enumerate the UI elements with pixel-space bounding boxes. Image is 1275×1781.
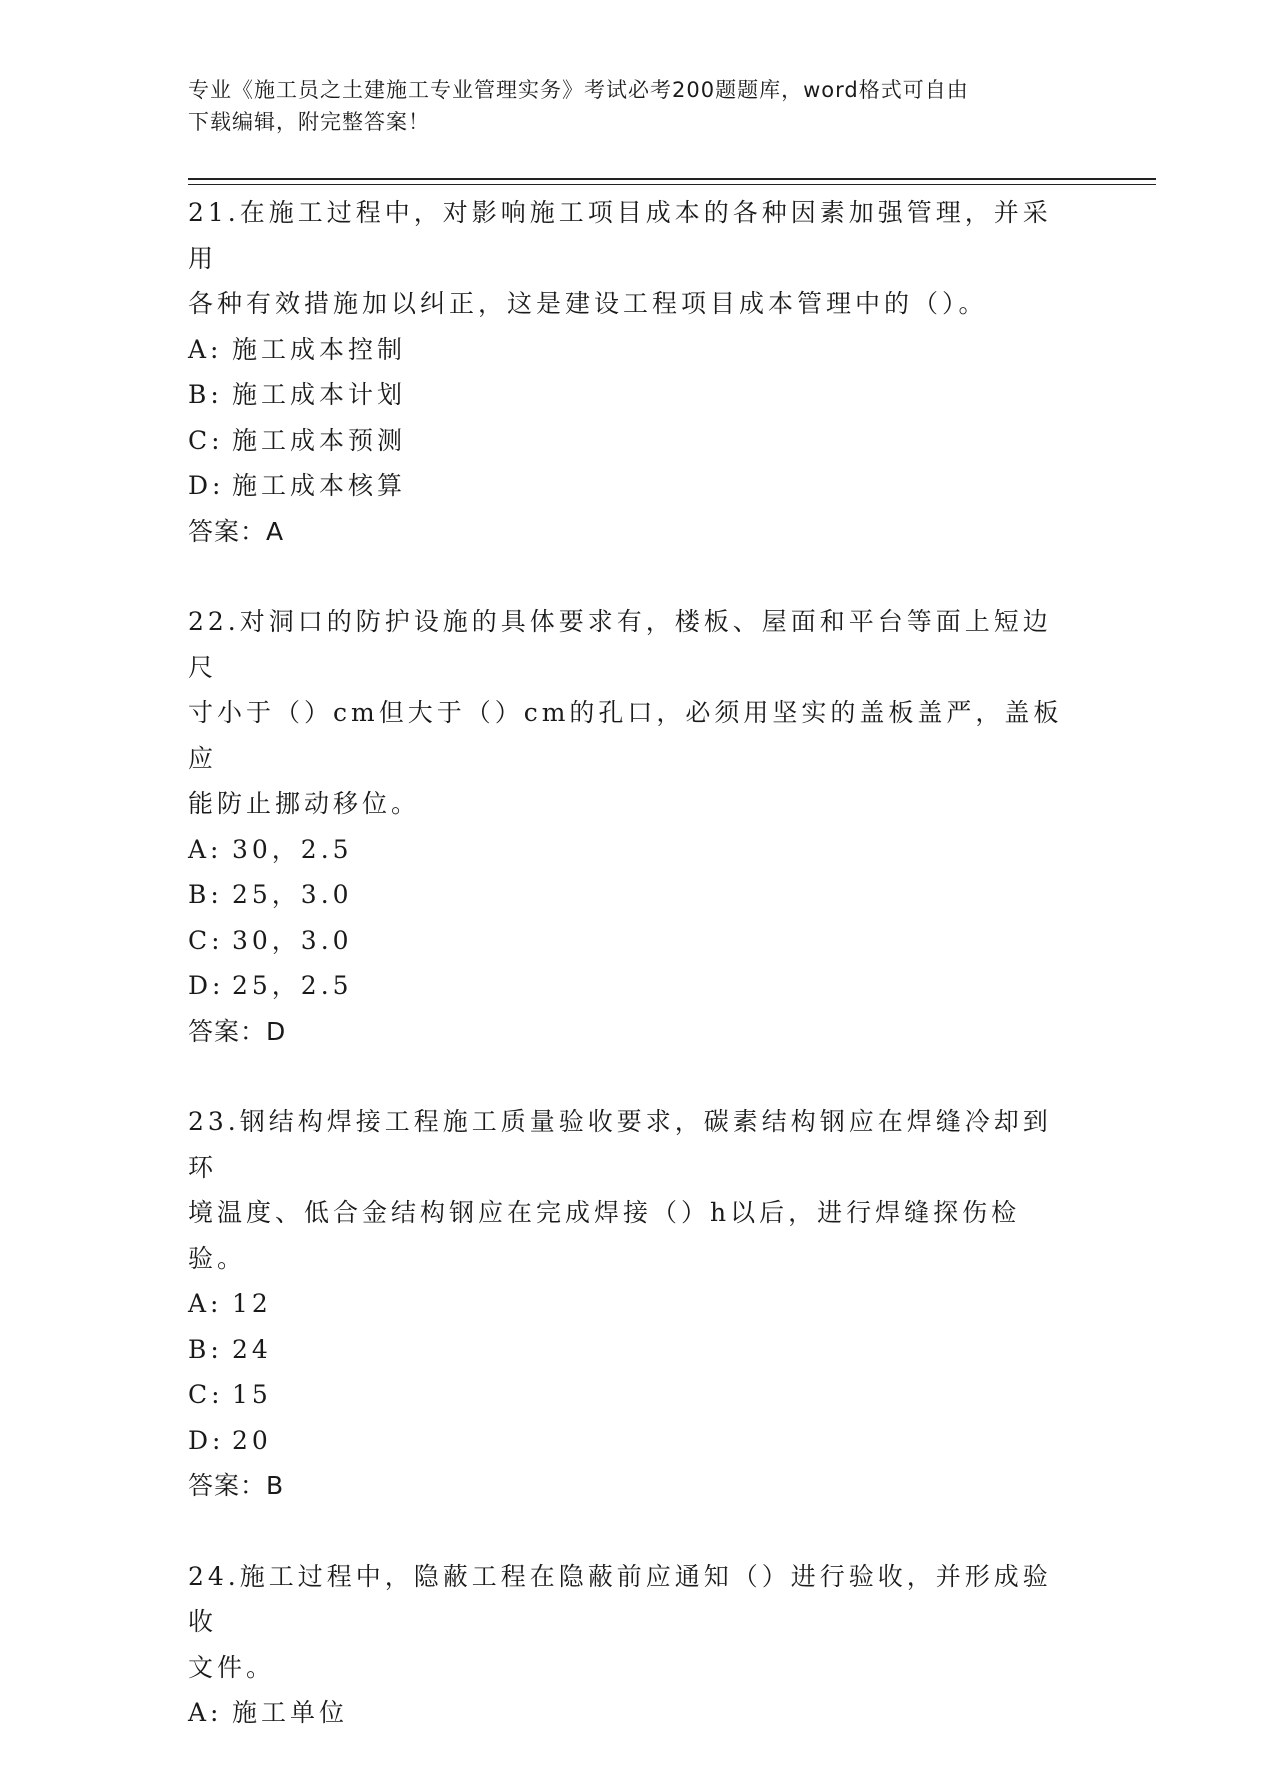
header-line-1: 专业《施工员之土建施工专业管理实务》考试必考200题题库，word格式可自由: [188, 78, 969, 102]
stem-line: 境温度、低合金结构钢应在完成焊接（）h以后，进行焊缝探伤检验。: [188, 1198, 1021, 1273]
option-c: [188, 918, 1088, 964]
stem-line: 21.在施工过程中，对影响施工项目成本的各种因素加强管理，并采用: [188, 198, 1052, 273]
option-label: B:: [188, 880, 223, 909]
option-text: 24: [232, 1334, 272, 1364]
header-divider-thin: [188, 184, 1156, 185]
option-label: B:: [188, 380, 223, 409]
option-text: 20: [232, 1425, 272, 1455]
option-a: [188, 1690, 1088, 1736]
option-text: 30，3.0: [232, 925, 353, 955]
option-a: [188, 1281, 1088, 1327]
option-text: 施工成本计划: [232, 380, 407, 409]
question-stem: [188, 1554, 1078, 1691]
option-b: [188, 372, 1088, 418]
option-text: 12: [232, 1289, 272, 1318]
question-22: [188, 599, 1088, 1054]
option-label: D:: [188, 471, 225, 500]
question-24: [188, 1554, 1088, 1736]
option-text: 施工成本核算: [232, 471, 407, 500]
option-label: A:: [188, 1289, 223, 1318]
stem-line: 寸小于（）cm但大于（）cm的孔口，必须用坚实的盖板盖严，盖板应: [188, 698, 1063, 773]
option-text: 施工单位: [232, 1698, 349, 1727]
answer: 答案：A: [188, 516, 285, 546]
option-text: 施工成本预测: [232, 425, 407, 455]
option-label: B:: [188, 1334, 223, 1364]
question-stem: [188, 1099, 1078, 1281]
question-23: [188, 1099, 1088, 1509]
option-label: C:: [188, 1380, 224, 1409]
option-label: A:: [188, 1698, 223, 1727]
question-stem: [188, 599, 1078, 827]
option-text: 施工成本控制: [232, 334, 407, 364]
option-b: [188, 872, 1088, 918]
option-label: A:: [188, 834, 223, 864]
option-label: C:: [188, 425, 224, 455]
answer: 答案：B: [188, 1471, 285, 1500]
option-label: D:: [188, 971, 225, 1000]
stem-line: 能防止挪动移位。: [188, 789, 421, 818]
header-divider-thick: [188, 178, 1156, 180]
stem-line: 文件。: [188, 1652, 276, 1682]
stem-line: 23.钢结构焊接工程施工质量验收要求，碳素结构钢应在焊缝冷却到环: [188, 1107, 1052, 1182]
option-text: 25，3.0: [232, 880, 353, 909]
option-a: [188, 327, 1088, 373]
option-d: [188, 963, 1088, 1009]
option-label: C:: [188, 925, 224, 955]
stem-line: 22.对洞口的防护设施的具体要求有，楼板、屋面和平台等面上短边尺: [188, 607, 1052, 682]
option-text: 25，2.5: [232, 971, 353, 1000]
document-header: [188, 74, 1088, 138]
option-label: A:: [188, 334, 223, 364]
stem-line: 24.施工过程中，隐蔽工程在隐蔽前应通知（）进行验收，并形成验收: [188, 1561, 1052, 1636]
option-c: [188, 418, 1088, 464]
option-b: [188, 1327, 1088, 1373]
question-list: [188, 190, 1088, 1781]
option-label: D:: [188, 1425, 225, 1455]
option-d: [188, 1418, 1088, 1464]
option-text: 30，2.5: [232, 834, 353, 864]
option-a: [188, 827, 1088, 873]
stem-line: 各种有效措施加以纠正，这是建设工程项目成本管理中的（）。: [188, 289, 988, 318]
question-stem: [188, 190, 1078, 327]
question-21: [188, 190, 1088, 554]
option-text: 15: [232, 1380, 272, 1409]
option-d: [188, 463, 1088, 509]
answer: 答案：D: [188, 1016, 287, 1046]
option-c: [188, 1372, 1088, 1418]
header-line-2: 下载编辑，附完整答案！: [188, 110, 430, 134]
